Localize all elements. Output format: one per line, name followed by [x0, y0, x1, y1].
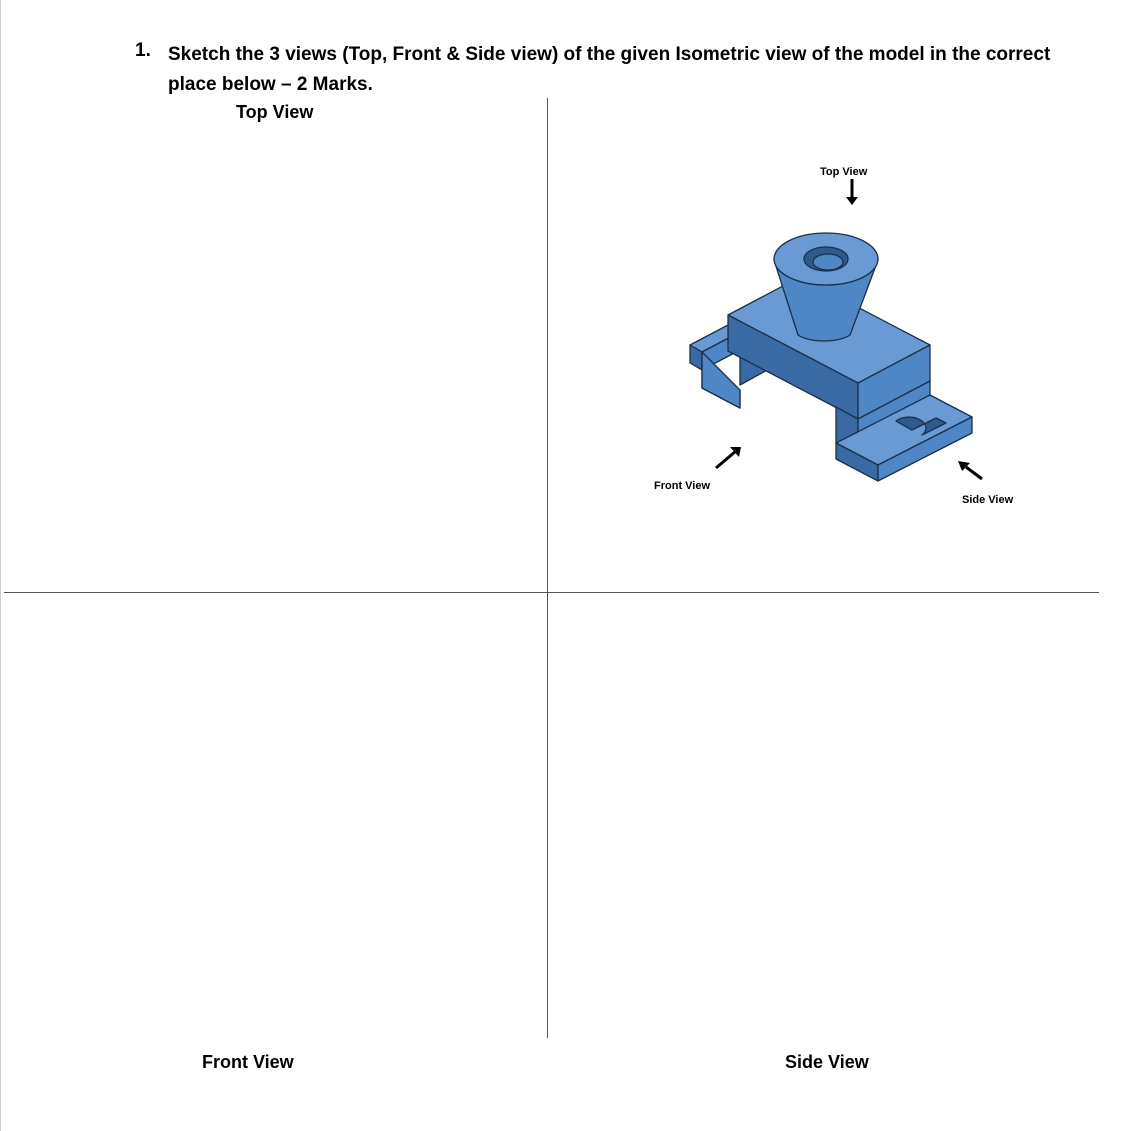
- model-shape: [690, 233, 972, 481]
- iso-front-view-label: Front View: [654, 480, 711, 492]
- front-view-arrow: [716, 447, 741, 468]
- horizontal-divider: [4, 592, 1099, 593]
- isometric-model-figure: [640, 155, 1040, 515]
- iso-top-view-label: Top View: [820, 166, 868, 178]
- front-view-heading: Front View: [202, 1052, 294, 1072]
- vertical-divider: [547, 98, 548, 1038]
- top-view-arrow: [846, 179, 858, 205]
- page-left-border: [0, 0, 1, 1131]
- side-view-arrow: [958, 461, 982, 479]
- top-view-heading: Top View: [236, 102, 314, 122]
- question-text: Sketch the 3 views (Top, Front & Side view) of the given Isometric view of the model in the correct place below – 2 Marks.: [168, 44, 1051, 95]
- side-view-heading: Side View: [785, 1052, 869, 1072]
- question-number: 1.: [135, 40, 151, 61]
- iso-side-view-label: Side View: [962, 494, 1014, 506]
